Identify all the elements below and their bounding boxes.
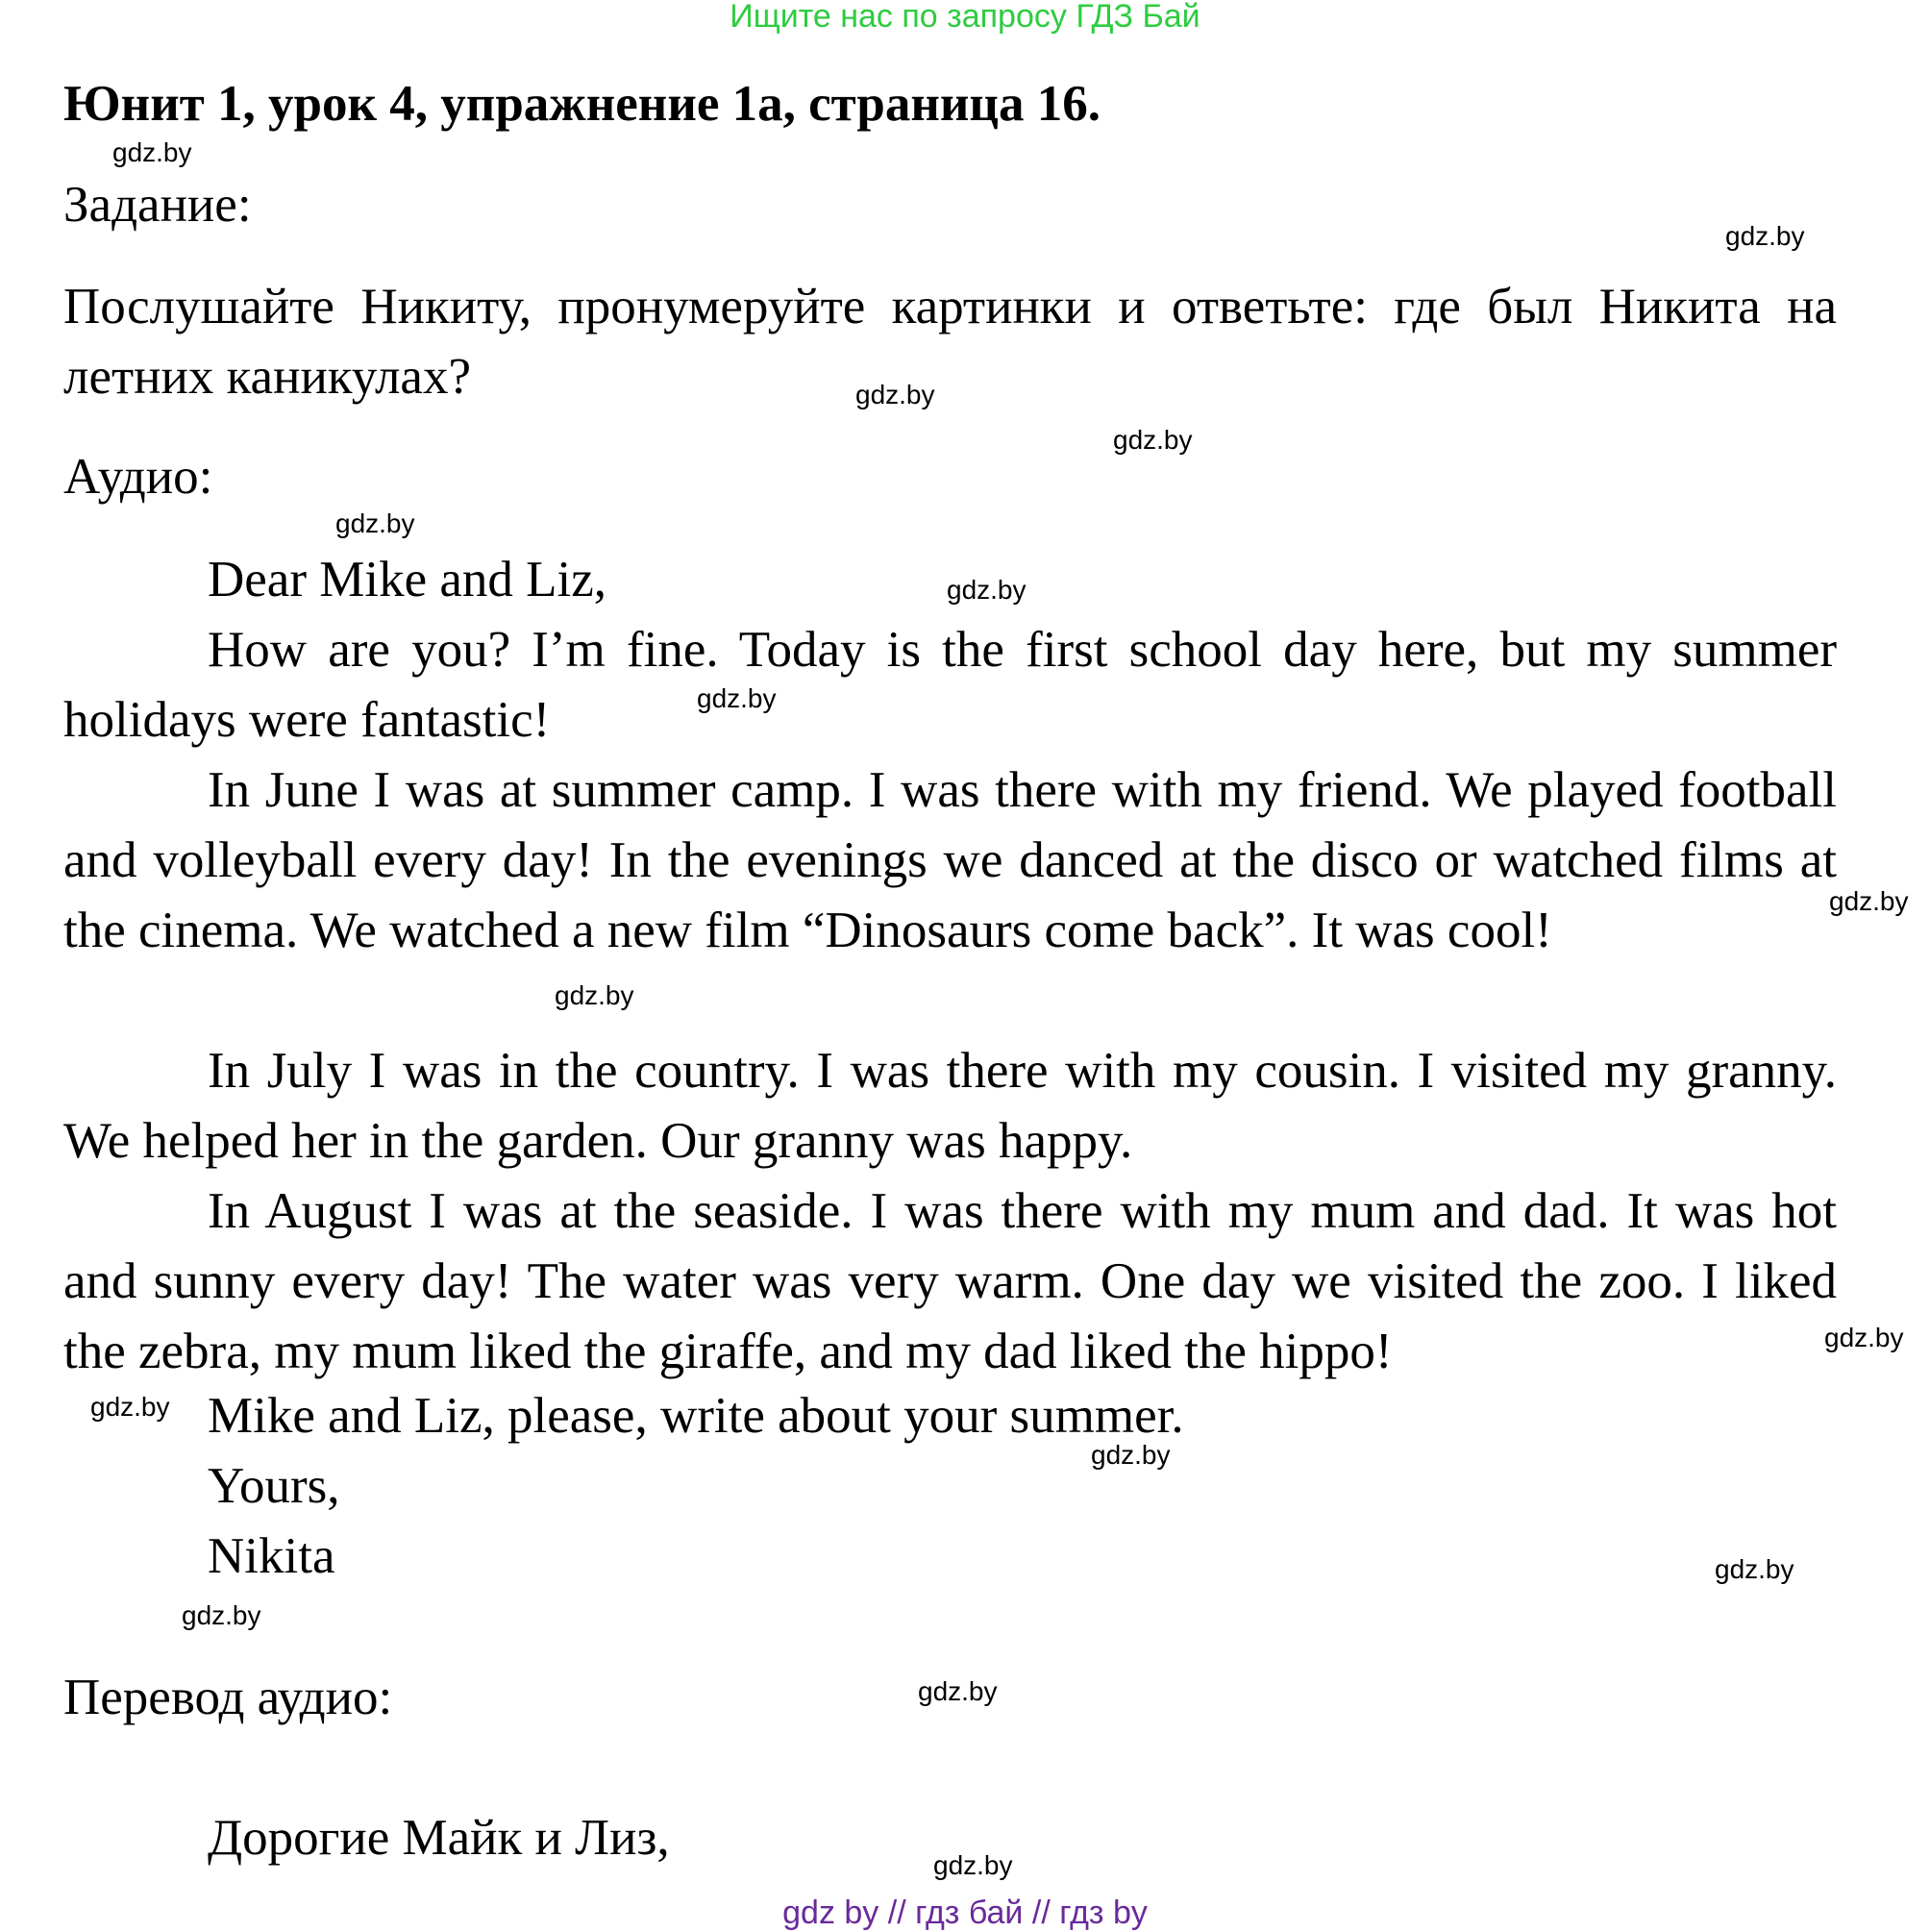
top-banner: Ищите нас по запросу ГДЗ Бай (730, 0, 1200, 35)
watermark: gdz.by (1725, 221, 1805, 251)
page-title: Юнит 1, урок 4, упражнение 1а, страница 16. (63, 76, 1101, 132)
watermark: gdz.by (1715, 1554, 1794, 1584)
watermark: gdz.by (182, 1600, 261, 1630)
watermark: gdz.by (933, 1850, 1013, 1880)
translation-label: Перевод аудио: (63, 1670, 393, 1725)
watermark: gdz.by (1113, 425, 1193, 455)
letter-signature: Nikita (208, 1528, 335, 1584)
watermark: gdz.by (1829, 886, 1909, 916)
audio-label: Аудио: (63, 449, 213, 505)
watermark: gdz.by (90, 1392, 170, 1422)
watermark: gdz.by (697, 683, 777, 713)
letter-closing: Yours, (208, 1458, 340, 1514)
watermark: gdz.by (1824, 1323, 1904, 1352)
letter-paragraph-4: In August I was at the seaside. I was there with my mum and dad. It was hot and sunny every day! The water was very warm. One day we visited the zoo. I liked the zebra, my mum liked the giraffe, and my dad liked the hippo! (63, 1183, 1837, 1379)
watermark: gdz.by (1091, 1440, 1171, 1470)
letter-greeting: Dear Mike and Liz, (208, 552, 606, 607)
translation-greeting: Дорогие Майк и Лиз, (208, 1810, 670, 1866)
watermark: gdz.by (555, 980, 634, 1010)
task-text: Послушайте Никиту, пронумеруйте картинки и ответьте: где был Никита на летних каникулах? (63, 279, 1837, 405)
watermark: gdz.by (918, 1676, 998, 1706)
letter-paragraph-1: How are you? I’m fine. Today is the first school day here, but my summer holidays were fantastic! (63, 622, 1837, 748)
watermark: gdz.by (947, 575, 1027, 605)
letter-paragraph-2: In June I was at summer camp. I was there with my friend. We played football and volleyball every day! In the evenings we danced at the disco or watched films at the cinema. We watched a new film “Dinosaurs come back”. It was cool! (63, 762, 1837, 958)
footer-links: gdz by // гдз бай // гдз by (782, 1895, 1148, 1931)
task-label: Задание: (63, 177, 252, 233)
letter-paragraph-5: Mike and Liz, please, write about your summer. (208, 1388, 1184, 1444)
watermark: gdz.by (855, 380, 935, 409)
watermark: gdz.by (112, 137, 192, 167)
letter-paragraph-3: In July I was in the country. I was there with my cousin. I visited my granny. We helped her in the garden. Our granny was happy. (63, 1043, 1837, 1169)
watermark: gdz.by (335, 508, 415, 538)
